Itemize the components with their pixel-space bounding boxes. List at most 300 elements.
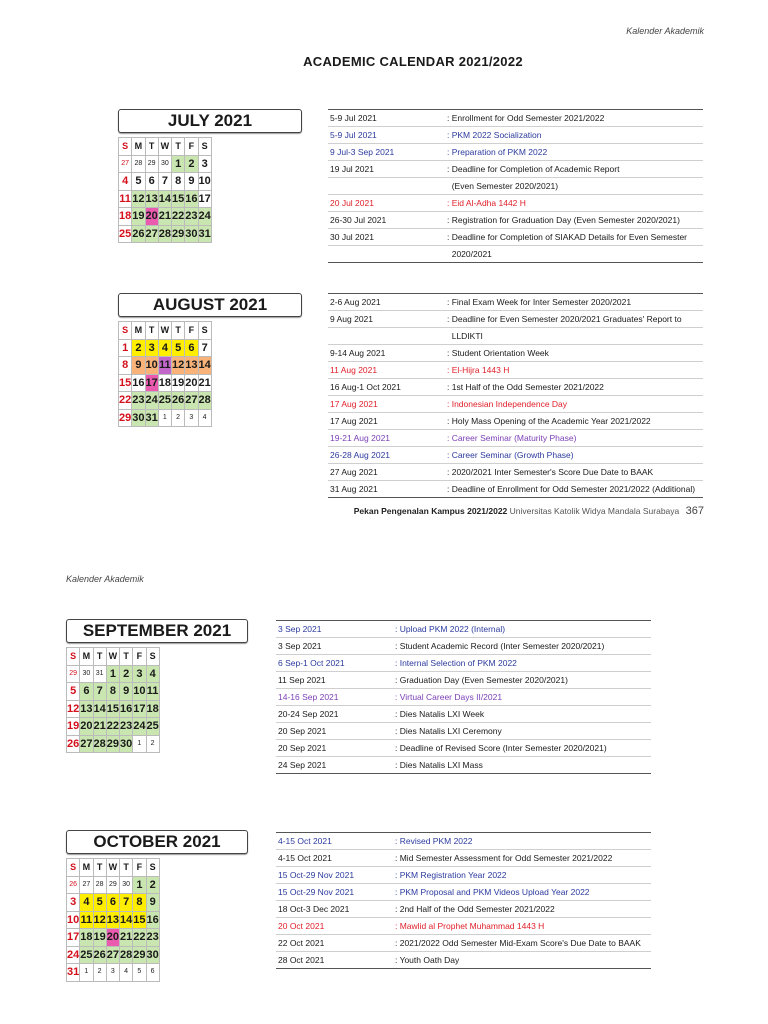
day-cell: 6 bbox=[80, 683, 93, 701]
day-cell: 4 bbox=[158, 339, 171, 357]
day-cell: 26 bbox=[67, 876, 80, 894]
event-date: 5-9 Jul 2021 bbox=[330, 130, 377, 140]
day-cell: 15 bbox=[106, 700, 119, 718]
week-row bbox=[119, 190, 212, 208]
event-row bbox=[276, 672, 651, 689]
day-cell: 19 bbox=[93, 929, 106, 947]
day-cell: 27 bbox=[80, 735, 93, 753]
event-description: : Career Seminar (Maturity Phase) bbox=[447, 433, 577, 443]
day-cell: 30 bbox=[146, 946, 159, 964]
day-cell: 3 bbox=[67, 894, 80, 912]
event-row bbox=[276, 655, 651, 672]
event-description: : Final Exam Week for Inter Semester 2020/2021 bbox=[447, 297, 632, 307]
weekday-header: T bbox=[145, 322, 158, 340]
event-list-october bbox=[276, 832, 651, 969]
weekday-header: F bbox=[133, 648, 146, 666]
event-description: : Indonesian Independence Day bbox=[447, 399, 568, 409]
day-cell: 17 bbox=[67, 929, 80, 947]
day-cell: 18 bbox=[158, 374, 171, 392]
day-cell: 3 bbox=[185, 409, 198, 427]
event-list-september bbox=[276, 620, 651, 774]
event-row bbox=[276, 723, 651, 740]
day-cell: 6 bbox=[145, 173, 158, 191]
day-cell: 22 bbox=[106, 718, 119, 736]
page-footer bbox=[354, 505, 704, 517]
event-date: 26-28 Aug 2021 bbox=[330, 450, 391, 460]
week-row bbox=[67, 735, 160, 753]
day-cell: 15 bbox=[119, 374, 132, 392]
day-cell: 25 bbox=[119, 225, 132, 243]
day-cell: 29 bbox=[172, 225, 185, 243]
day-cell: 18 bbox=[80, 929, 93, 947]
day-cell: 29 bbox=[106, 735, 119, 753]
page-number: 367 bbox=[685, 505, 704, 517]
event-date: 19-21 Aug 2021 bbox=[330, 433, 391, 443]
day-cell: 9 bbox=[185, 173, 198, 191]
event-row bbox=[276, 740, 651, 757]
event-date: 3 Sep 2021 bbox=[278, 641, 322, 651]
event-description: : Mid Semester Assessment for Odd Semester 2021/2022 bbox=[395, 853, 613, 863]
day-cell: 31 bbox=[67, 964, 80, 982]
day-cell: 7 bbox=[158, 173, 171, 191]
day-cell: 5 bbox=[133, 964, 146, 982]
day-cell: 2 bbox=[185, 155, 198, 173]
weekday-header: W bbox=[106, 648, 119, 666]
day-cell: 1 bbox=[80, 964, 93, 982]
event-description: : Graduation Day (Even Semester 2020/2021) bbox=[395, 675, 568, 685]
day-cell: 28 bbox=[120, 946, 133, 964]
event-description: : Preparation of PKM 2022 bbox=[447, 147, 548, 157]
weekday-header: M bbox=[80, 859, 93, 877]
day-cell: 31 bbox=[93, 665, 106, 683]
event-description: : Upload PKM 2022 (Internal) bbox=[395, 624, 506, 634]
day-cell: 27 bbox=[106, 946, 119, 964]
week-row bbox=[67, 665, 160, 683]
event-description: : PKM Proposal and PKM Videos Upload Year 2022 bbox=[395, 887, 590, 897]
event-date: 15 Oct-29 Nov 2021 bbox=[278, 870, 355, 880]
running-header-top: Kalender Akademik bbox=[626, 26, 704, 36]
event-date: 28 Oct 2021 bbox=[278, 955, 325, 965]
event-row bbox=[328, 328, 703, 345]
event-description: : Student Academic Record (Inter Semester 2020/2021) bbox=[395, 641, 605, 651]
day-cell: 11 bbox=[80, 911, 93, 929]
event-row bbox=[328, 246, 703, 262]
day-cell: 9 bbox=[132, 357, 145, 375]
weekday-header: T bbox=[93, 859, 106, 877]
day-cell: 2 bbox=[132, 339, 145, 357]
day-cell: 6 bbox=[185, 339, 198, 357]
calendar-grid bbox=[66, 647, 160, 753]
event-description: : Eid Al-Adha 1442 H bbox=[447, 198, 526, 208]
day-cell: 14 bbox=[93, 700, 106, 718]
day-cell: 1 bbox=[106, 665, 119, 683]
week-row bbox=[119, 374, 212, 392]
day-cell: 21 bbox=[93, 718, 106, 736]
event-description: : Revised PKM 2022 bbox=[395, 836, 473, 846]
day-cell: 8 bbox=[172, 173, 185, 191]
day-cell: 19 bbox=[67, 718, 80, 736]
event-date: 17 Aug 2021 bbox=[330, 416, 378, 426]
event-date: 20 Jul 2021 bbox=[330, 198, 374, 208]
day-cell: 30 bbox=[80, 665, 93, 683]
event-row bbox=[328, 481, 703, 497]
day-cell: 4 bbox=[146, 665, 159, 683]
day-cell: 5 bbox=[172, 339, 185, 357]
day-cell: 30 bbox=[185, 225, 198, 243]
day-cell: 12 bbox=[172, 357, 185, 375]
event-description: : Youth Oath Day bbox=[395, 955, 460, 965]
event-row bbox=[328, 345, 703, 362]
event-date: 31 Aug 2021 bbox=[330, 484, 378, 494]
day-cell: 12 bbox=[93, 911, 106, 929]
day-cell: 31 bbox=[198, 225, 211, 243]
day-cell: 12 bbox=[132, 190, 145, 208]
day-cell: 8 bbox=[133, 894, 146, 912]
day-cell: 1 bbox=[158, 409, 171, 427]
weekday-header: T bbox=[172, 322, 185, 340]
day-cell: 2 bbox=[172, 409, 185, 427]
event-row bbox=[328, 379, 703, 396]
day-cell: 1 bbox=[172, 155, 185, 173]
day-cell: 14 bbox=[158, 190, 171, 208]
event-date: 3 Sep 2021 bbox=[278, 624, 322, 634]
day-cell: 30 bbox=[132, 409, 145, 427]
weekday-header: F bbox=[133, 859, 146, 877]
day-cell: 20 bbox=[145, 208, 158, 226]
weekday-header: S bbox=[119, 322, 132, 340]
week-row bbox=[67, 894, 160, 912]
event-description: : Holy Mass Opening of the Academic Year 2021/2022 bbox=[447, 416, 651, 426]
event-description: : Deadline for Completion of SIAKAD Details for Even Semester bbox=[447, 232, 687, 242]
event-list-july bbox=[328, 109, 703, 263]
event-date: 11 Sep 2021 bbox=[278, 675, 326, 685]
event-date bbox=[328, 178, 447, 194]
day-cell: 12 bbox=[67, 700, 80, 718]
day-cell: 21 bbox=[158, 208, 171, 226]
event-row bbox=[328, 396, 703, 413]
week-row bbox=[67, 683, 160, 701]
day-cell: 26 bbox=[93, 946, 106, 964]
day-cell: 25 bbox=[80, 946, 93, 964]
week-row bbox=[119, 392, 212, 410]
day-cell: 13 bbox=[106, 911, 119, 929]
event-date: 16 Aug-1 Oct 2021 bbox=[330, 382, 401, 392]
event-row bbox=[328, 110, 703, 127]
day-cell: 7 bbox=[120, 894, 133, 912]
page-title: ACADEMIC CALENDAR 2021/2022 bbox=[303, 54, 523, 69]
event-date: 4-15 Oct 2021 bbox=[278, 853, 332, 863]
event-description: : 2nd Half of the Odd Semester 2021/2022 bbox=[395, 904, 555, 914]
day-cell: 17 bbox=[145, 374, 158, 392]
weekday-header: W bbox=[158, 322, 171, 340]
weekday-header: S bbox=[67, 648, 80, 666]
day-cell: 6 bbox=[106, 894, 119, 912]
footer-university: Universitas Katolik Widya Mandala Surabaya bbox=[509, 506, 680, 516]
week-row bbox=[67, 700, 160, 718]
day-cell: 20 bbox=[106, 929, 119, 947]
event-row bbox=[328, 178, 703, 195]
week-row bbox=[119, 208, 212, 226]
day-cell: 28 bbox=[158, 225, 171, 243]
day-cell: 11 bbox=[158, 357, 171, 375]
event-row bbox=[328, 127, 703, 144]
day-cell: 30 bbox=[120, 735, 133, 753]
day-cell: 15 bbox=[172, 190, 185, 208]
week-row bbox=[119, 357, 212, 375]
day-cell: 4 bbox=[80, 894, 93, 912]
event-date: 17 Aug 2021 bbox=[330, 399, 378, 409]
day-cell: 29 bbox=[133, 946, 146, 964]
weekday-header-row bbox=[119, 322, 212, 340]
week-row bbox=[67, 911, 160, 929]
day-cell: 7 bbox=[93, 683, 106, 701]
day-cell: 2 bbox=[146, 735, 159, 753]
event-date: 30 Jul 2021 bbox=[330, 232, 374, 242]
weekday-header: S bbox=[67, 859, 80, 877]
event-list-august bbox=[328, 293, 703, 498]
event-row bbox=[328, 294, 703, 311]
week-row bbox=[119, 155, 212, 173]
day-cell: 26 bbox=[172, 392, 185, 410]
event-date: 14-16 Sep 2021 bbox=[278, 692, 339, 702]
day-cell: 8 bbox=[106, 683, 119, 701]
day-cell: 24 bbox=[133, 718, 146, 736]
day-cell: 30 bbox=[120, 876, 133, 894]
day-cell: 24 bbox=[198, 208, 211, 226]
event-description: : 1st Half of the Odd Semester 2021/2022 bbox=[447, 382, 604, 392]
event-row bbox=[276, 689, 651, 706]
weekday-header: S bbox=[119, 138, 132, 156]
event-date: 11 Aug 2021 bbox=[330, 365, 378, 375]
day-cell: 26 bbox=[132, 225, 145, 243]
week-row bbox=[119, 339, 212, 357]
calendar-title: OCTOBER 2021 bbox=[66, 830, 248, 854]
day-cell: 29 bbox=[119, 409, 132, 427]
event-row bbox=[276, 918, 651, 935]
week-row bbox=[67, 964, 160, 982]
day-cell: 5 bbox=[132, 173, 145, 191]
day-cell: 6 bbox=[146, 964, 159, 982]
event-date: 20-24 Sep 2021 bbox=[278, 709, 339, 719]
week-row bbox=[67, 718, 160, 736]
day-cell: 14 bbox=[198, 357, 211, 375]
event-description: : Dies Natalis LXI Ceremony bbox=[395, 726, 502, 736]
weekday-header-row bbox=[67, 859, 160, 877]
event-row bbox=[328, 229, 703, 246]
day-cell: 28 bbox=[198, 392, 211, 410]
event-date: 6 Sep-1 Oct 2021 bbox=[278, 658, 345, 668]
event-date bbox=[328, 246, 447, 262]
day-cell: 10 bbox=[198, 173, 211, 191]
day-cell: 19 bbox=[172, 374, 185, 392]
day-cell: 26 bbox=[67, 735, 80, 753]
event-description: : Deadline of Revised Score (Inter Semester 2020/2021) bbox=[395, 743, 607, 753]
week-row bbox=[67, 929, 160, 947]
event-row bbox=[276, 638, 651, 655]
week-row bbox=[67, 876, 160, 894]
event-row bbox=[276, 952, 651, 968]
day-cell: 21 bbox=[120, 929, 133, 947]
event-date: 15 Oct-29 Nov 2021 bbox=[278, 887, 355, 897]
event-description: : Mawlid al Prophet Muhammad 1443 H bbox=[395, 921, 545, 931]
day-cell: 8 bbox=[119, 357, 132, 375]
day-cell: 10 bbox=[145, 357, 158, 375]
day-cell: 16 bbox=[146, 911, 159, 929]
day-cell: 1 bbox=[133, 735, 146, 753]
event-row bbox=[328, 413, 703, 430]
day-cell: 11 bbox=[119, 190, 132, 208]
day-cell: 22 bbox=[119, 392, 132, 410]
day-cell: 9 bbox=[146, 894, 159, 912]
footer-title: Pekan Pengenalan Kampus 2021/2022 bbox=[353, 506, 508, 516]
event-row bbox=[276, 706, 651, 723]
day-cell: 18 bbox=[146, 700, 159, 718]
day-cell: 28 bbox=[132, 155, 145, 173]
day-cell: 17 bbox=[133, 700, 146, 718]
weekday-header: F bbox=[185, 138, 198, 156]
calendar-title: AUGUST 2021 bbox=[118, 293, 302, 317]
day-cell: 11 bbox=[146, 683, 159, 701]
day-cell: 31 bbox=[145, 409, 158, 427]
day-cell: 16 bbox=[185, 190, 198, 208]
week-row bbox=[119, 409, 212, 427]
calendar-grid bbox=[118, 137, 212, 243]
day-cell: 23 bbox=[146, 929, 159, 947]
day-cell: 13 bbox=[80, 700, 93, 718]
day-cell: 24 bbox=[67, 946, 80, 964]
day-cell: 4 bbox=[198, 409, 211, 427]
event-date: 9 Jul-3 Sep 2021 bbox=[330, 147, 395, 157]
day-cell: 29 bbox=[145, 155, 158, 173]
day-cell: 23 bbox=[185, 208, 198, 226]
weekday-header: S bbox=[198, 138, 211, 156]
event-description: : 2020/2021 Inter Semester's Score Due Date to BAAK bbox=[447, 467, 654, 477]
weekday-header: W bbox=[106, 859, 119, 877]
day-cell: 23 bbox=[132, 392, 145, 410]
event-row bbox=[328, 311, 703, 328]
event-row bbox=[276, 884, 651, 901]
event-row bbox=[276, 757, 651, 773]
day-cell: 3 bbox=[133, 665, 146, 683]
event-date: 27 Aug 2021 bbox=[330, 467, 378, 477]
event-row bbox=[328, 464, 703, 481]
day-cell: 2 bbox=[93, 964, 106, 982]
event-date: 5-9 Jul 2021 bbox=[330, 113, 377, 123]
event-date bbox=[328, 328, 447, 344]
weekday-header-row bbox=[119, 138, 212, 156]
day-cell: 22 bbox=[172, 208, 185, 226]
weekday-header: M bbox=[132, 138, 145, 156]
event-row bbox=[276, 867, 651, 884]
event-date: 20 Sep 2021 bbox=[278, 743, 327, 753]
event-description: LLDIKTI bbox=[447, 331, 483, 341]
calendar-title: JULY 2021 bbox=[118, 109, 302, 133]
week-row bbox=[67, 946, 160, 964]
day-cell: 28 bbox=[93, 735, 106, 753]
day-cell: 27 bbox=[80, 876, 93, 894]
event-description: : 2021/2022 Odd Semester Mid-Exam Score's Due Date to BAAK bbox=[395, 938, 641, 948]
day-cell: 2 bbox=[146, 876, 159, 894]
event-date: 20 Sep 2021 bbox=[278, 726, 327, 736]
week-row bbox=[119, 225, 212, 243]
event-description: : Student Orientation Week bbox=[447, 348, 549, 358]
day-cell: 1 bbox=[119, 339, 132, 357]
day-cell: 15 bbox=[133, 911, 146, 929]
day-cell: 16 bbox=[120, 700, 133, 718]
event-description: 2020/2021 bbox=[447, 249, 492, 259]
event-row bbox=[328, 430, 703, 447]
event-row bbox=[328, 362, 703, 379]
event-description: : Dies Natalis LXI Week bbox=[395, 709, 485, 719]
event-date: 20 Oct 2021 bbox=[278, 921, 325, 931]
weekday-header: S bbox=[146, 648, 159, 666]
calendar-title: SEPTEMBER 2021 bbox=[66, 619, 248, 643]
day-cell: 4 bbox=[119, 173, 132, 191]
event-date: 4-15 Oct 2021 bbox=[278, 836, 332, 846]
event-description: : Virtual Career Days II/2021 bbox=[395, 692, 503, 702]
weekday-header: T bbox=[120, 648, 133, 666]
day-cell: 13 bbox=[185, 357, 198, 375]
event-description: : Deadline for Completion of Academic Report bbox=[447, 164, 620, 174]
day-cell: 10 bbox=[67, 911, 80, 929]
event-description: : Career Seminar (Growth Phase) bbox=[447, 450, 574, 460]
event-row bbox=[276, 901, 651, 918]
weekday-header: T bbox=[93, 648, 106, 666]
event-description: (Even Semester 2020/2021) bbox=[447, 181, 559, 191]
calendar-grid bbox=[66, 858, 160, 982]
day-cell: 28 bbox=[93, 876, 106, 894]
running-header-bottom: Kalender Akademik bbox=[66, 574, 144, 584]
day-cell: 24 bbox=[145, 392, 158, 410]
event-date: 24 Sep 2021 bbox=[278, 760, 327, 770]
event-description: : Internal Selection of PKM 2022 bbox=[395, 658, 517, 668]
weekday-header: T bbox=[172, 138, 185, 156]
day-cell: 27 bbox=[145, 225, 158, 243]
weekday-header: F bbox=[185, 322, 198, 340]
day-cell: 21 bbox=[198, 374, 211, 392]
day-cell: 27 bbox=[185, 392, 198, 410]
day-cell: 19 bbox=[132, 208, 145, 226]
day-cell: 20 bbox=[185, 374, 198, 392]
event-date: 9 Aug 2021 bbox=[330, 314, 374, 324]
calendar-grid bbox=[118, 321, 212, 427]
day-cell: 30 bbox=[158, 155, 171, 173]
event-description: : Deadline of Enrollment for Odd Semester 2021/2022 (Additional) bbox=[447, 484, 696, 494]
day-cell: 29 bbox=[67, 665, 80, 683]
event-row bbox=[328, 212, 703, 229]
weekday-header: M bbox=[132, 322, 145, 340]
event-description: : PKM Registration Year 2022 bbox=[395, 870, 507, 880]
week-row bbox=[119, 173, 212, 191]
weekday-header-row bbox=[67, 648, 160, 666]
event-description: : Dies Natalis LXI Mass bbox=[395, 760, 483, 770]
weekday-header: T bbox=[145, 138, 158, 156]
weekday-header: T bbox=[120, 859, 133, 877]
event-row bbox=[328, 144, 703, 161]
day-cell: 20 bbox=[80, 718, 93, 736]
day-cell: 1 bbox=[133, 876, 146, 894]
day-cell: 17 bbox=[198, 190, 211, 208]
event-description: : Deadline for Even Semester 2020/2021 Graduates' Report to bbox=[447, 314, 682, 324]
day-cell: 14 bbox=[120, 911, 133, 929]
weekday-header: M bbox=[80, 648, 93, 666]
event-date: 19 Jul 2021 bbox=[330, 164, 374, 174]
day-cell: 9 bbox=[120, 683, 133, 701]
day-cell: 23 bbox=[120, 718, 133, 736]
event-description: : Registration for Graduation Day (Even Semester 2020/2021) bbox=[447, 215, 680, 225]
day-cell: 13 bbox=[145, 190, 158, 208]
event-date: 2-6 Aug 2021 bbox=[330, 297, 381, 307]
